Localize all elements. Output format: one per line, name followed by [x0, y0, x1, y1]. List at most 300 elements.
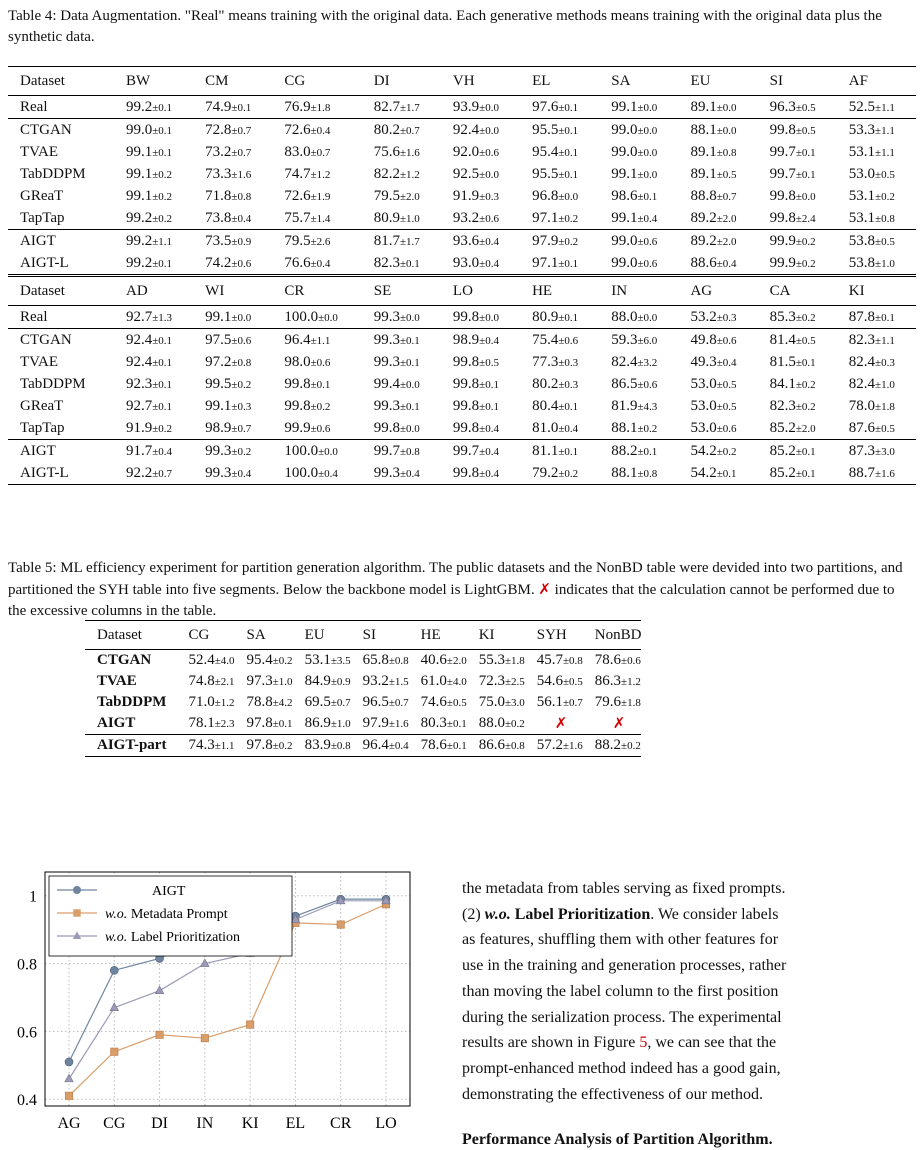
- table-cell: [362, 329, 441, 352]
- table-cell: [114, 252, 193, 276]
- table-cell: [599, 119, 678, 142]
- table-cell: [678, 141, 757, 163]
- cell-value: 99.2: [126, 254, 153, 271]
- row-label: AIGT: [97, 715, 136, 731]
- cell-std: ±0.5: [875, 168, 895, 181]
- table-cell: [441, 306, 520, 329]
- cell-value: 53.3: [848, 121, 876, 138]
- table-row: [8, 163, 916, 185]
- table-cell: [176, 735, 234, 757]
- cell-value: 85.2: [769, 464, 796, 481]
- table-cell: [758, 395, 837, 417]
- table-cell: [235, 650, 293, 672]
- cell-value: 99.8: [452, 419, 480, 436]
- table-cell: [193, 119, 272, 142]
- column-header: CG: [272, 67, 361, 96]
- table-cell: [467, 692, 525, 713]
- cell-std: ±0.1: [400, 257, 420, 270]
- cell-std: ±0.0: [637, 124, 658, 137]
- cell-std: ±0.1: [446, 740, 467, 752]
- cell-std: ±1.1: [875, 146, 895, 159]
- cell-value: 72.6: [284, 187, 311, 204]
- row-label: CTGAN: [8, 119, 114, 142]
- cell-std: ±1.1: [875, 101, 895, 114]
- cell-std: ±0.4: [479, 467, 499, 480]
- cell-value: 99.8: [373, 419, 400, 436]
- cell-std: ±0.3: [875, 356, 895, 369]
- table-cell: [837, 185, 916, 207]
- cell-value: 89.1: [690, 165, 717, 182]
- cell-value: 99.1: [611, 98, 638, 115]
- cell-std: ±0.6: [637, 257, 658, 270]
- body-line: as features, shuffling them with other features for: [462, 931, 779, 949]
- cell-std: ±1.0: [272, 676, 293, 688]
- cell-value: 89.1: [690, 143, 717, 160]
- cell-std: ±0.6: [637, 378, 658, 391]
- cell-std: ±0.0: [795, 190, 816, 203]
- cell-value: 78.1: [188, 715, 215, 731]
- cell-std: ±0.2: [272, 740, 293, 752]
- data-point: [337, 921, 344, 928]
- cell-std: ±0.4: [479, 334, 499, 347]
- table-cell: [837, 440, 916, 463]
- body-text: [462, 876, 914, 1107]
- table-cell: [520, 395, 599, 417]
- cell-value: 99.8: [452, 353, 480, 370]
- cell-value: 93.6: [452, 232, 480, 249]
- cell-value: 86.9: [304, 715, 331, 731]
- cell-value: 97.3: [246, 673, 273, 689]
- cell-value: 97.6: [532, 98, 559, 115]
- cell-std: ±0.8: [330, 740, 351, 752]
- table-cell: [678, 306, 757, 329]
- cell-std: ±0.1: [310, 378, 331, 391]
- table-cell: [520, 306, 599, 329]
- cell-std: ±3.2: [637, 356, 658, 369]
- cell-std: ±0.8: [716, 146, 737, 159]
- cell-value: 75.6: [373, 143, 400, 160]
- cell-std: ±0.0: [637, 311, 658, 324]
- table-cell: [351, 671, 409, 692]
- cell-std: ±0.2: [795, 235, 816, 248]
- cell-std: ±2.4: [795, 212, 816, 225]
- cell-std: ±0.1: [152, 378, 173, 391]
- cell-value: 84.9: [304, 673, 331, 689]
- cell-value: 79.5: [373, 187, 400, 204]
- cell-std: ±0.3: [231, 400, 252, 413]
- cell-value: 97.8: [246, 715, 273, 731]
- cell-std: ±0.4: [310, 124, 331, 137]
- table-cell: [441, 417, 520, 440]
- cell-value: 71.8: [205, 187, 232, 204]
- cell-std: ±1.4: [310, 212, 331, 225]
- table-cell: [583, 692, 642, 713]
- cell-std: ±0.0: [479, 124, 499, 137]
- table-cell: [272, 351, 361, 373]
- cell-value: 53.0: [690, 397, 717, 414]
- cell-std: ±0.1: [152, 124, 173, 137]
- table-cell: [520, 440, 599, 463]
- cell-std: ±3.0: [875, 445, 895, 458]
- cell-value: 80.2: [532, 375, 559, 392]
- y-tick-label: 0.6: [17, 1024, 37, 1042]
- cell-std: ±0.5: [479, 356, 499, 369]
- cell-std: ±1.5: [388, 676, 409, 688]
- cell-value: 99.1: [126, 165, 153, 182]
- cell-value: 49.8: [690, 331, 717, 348]
- cell-std: ±2.0: [716, 212, 737, 225]
- table-cell: [599, 329, 678, 352]
- cell-value: 92.0: [452, 143, 480, 160]
- cell-value: 95.5: [532, 121, 559, 138]
- table-header-row: [8, 276, 916, 306]
- cell-value: 82.2: [373, 165, 400, 182]
- cell-std: ±2.1: [214, 676, 235, 688]
- x-tick-label: EL: [285, 1115, 306, 1132]
- table-cell: [583, 671, 642, 692]
- cell-value: 99.0: [126, 121, 153, 138]
- cell-value: 96.4: [362, 737, 389, 753]
- table-cell: [272, 395, 361, 417]
- table-cell: [678, 163, 757, 185]
- cell-value: 52.5: [848, 98, 876, 115]
- table-cell: [114, 119, 193, 142]
- cell-value: 91.9: [452, 187, 480, 204]
- cell-std: ±0.2: [558, 235, 579, 248]
- table-cell: [193, 373, 272, 395]
- cell-std: ±0.0: [400, 378, 420, 391]
- cell-std: ±0.5: [875, 422, 895, 435]
- cell-value: 85.3: [769, 308, 796, 325]
- cell-value: 99.1: [611, 165, 638, 182]
- cell-value: 97.1: [532, 254, 559, 271]
- column-header: CR: [272, 276, 361, 306]
- cell-std: ±0.5: [716, 378, 737, 391]
- cell-value: 92.4: [452, 121, 480, 138]
- cell-std: ±0.2: [231, 378, 252, 391]
- table-cell: [193, 462, 272, 485]
- table-row: [8, 119, 916, 142]
- body-line: prompt-enhanced method indeed has a good gain,: [462, 1059, 781, 1077]
- cell-std: ±0.5: [716, 400, 737, 413]
- row-label: TapTap: [20, 209, 65, 226]
- cell-std: ±0.8: [875, 212, 895, 225]
- cell-std: ±0.4: [400, 467, 420, 480]
- cell-value: 49.3: [690, 353, 717, 370]
- cell-value: 97.9: [362, 715, 389, 731]
- cell-value: 53.1: [848, 143, 876, 160]
- table-cell: [176, 692, 234, 713]
- cell-value: 53.1: [304, 652, 331, 668]
- cell-value: 54.2: [690, 442, 717, 459]
- row-label: TVAE: [20, 143, 59, 160]
- cell-value: 74.7: [284, 165, 311, 182]
- data-point: [65, 1058, 73, 1066]
- cell-std: ±0.1: [152, 400, 173, 413]
- table-cell: [362, 417, 441, 440]
- table-cell: [441, 207, 520, 230]
- cell-std: ±0.1: [152, 146, 173, 159]
- table-cell: [678, 440, 757, 463]
- cell-std: ±0.8: [231, 190, 252, 203]
- table-cell: [599, 306, 678, 329]
- cell-std: ±1.8: [875, 400, 895, 413]
- x-tick-label: CR: [330, 1115, 352, 1132]
- cell-std: ±0.1: [479, 400, 499, 413]
- cell-std: ±1.7: [400, 101, 420, 114]
- table-cell: [272, 207, 361, 230]
- table-cell: [114, 440, 193, 463]
- cell-std: ±1.2: [310, 168, 331, 181]
- table-cell: [599, 96, 678, 119]
- cell-std: ±1.2: [400, 168, 420, 181]
- cell-std: ±0.0: [400, 422, 420, 435]
- cell-std: ±6.0: [637, 334, 658, 347]
- cell-value: 82.4: [848, 353, 876, 370]
- table-cell: [193, 96, 272, 119]
- cell-value: 73.8: [205, 209, 232, 226]
- table-cell: [520, 329, 599, 352]
- table-row: [85, 692, 641, 713]
- table-cell: [272, 440, 361, 463]
- table-cell: [272, 373, 361, 395]
- cell-value: 79.5: [284, 232, 311, 249]
- legend-marker: [73, 886, 81, 894]
- table-row: [8, 373, 916, 395]
- cell-value: 85.2: [769, 442, 796, 459]
- cell-value: 99.8: [769, 121, 796, 138]
- cell-value: 99.0: [611, 254, 638, 271]
- body-line: demonstrating the effectiveness of our method.: [462, 1085, 763, 1103]
- cell-value: 99.3: [205, 442, 232, 459]
- table-cell: [837, 141, 916, 163]
- body-line: use in the training and generation processes, rather: [462, 957, 787, 975]
- cell-value: 99.1: [205, 308, 232, 325]
- table-cell: [293, 692, 351, 713]
- table-row: [85, 735, 641, 757]
- cell-value: 76.9: [284, 98, 311, 115]
- cell-std: ±1.2: [621, 676, 641, 688]
- data-point: [110, 966, 118, 974]
- cell-std: ±1.8: [310, 101, 331, 114]
- column-header: AG: [678, 276, 757, 306]
- legend-marker: [73, 909, 80, 916]
- table-cell: [351, 650, 409, 672]
- table-cell: [362, 395, 441, 417]
- table4-caption: Table 4: Data Augmentation. "Real" means training with the original data. Each generative methods means training with the original data plus the synthetic data.: [8, 8, 882, 45]
- cell-std: ±1.6: [388, 718, 409, 730]
- cell-std: ±2.0: [716, 235, 737, 248]
- table-cell: [525, 713, 583, 735]
- table-cell: [837, 395, 916, 417]
- cell-std: ±0.7: [330, 697, 351, 709]
- cell-value: 54.6: [536, 673, 563, 689]
- cell-std: ±0.2: [231, 445, 252, 458]
- figure-ref-link[interactable]: 5: [639, 1034, 648, 1052]
- cell-value: 88.8: [690, 187, 717, 204]
- table-cell: [362, 96, 441, 119]
- cell-std: ±0.4: [716, 356, 737, 369]
- data-point: [246, 1021, 253, 1028]
- data-point: [156, 1031, 163, 1038]
- table-cell: [583, 735, 642, 757]
- table-cell: [678, 373, 757, 395]
- cell-value: 73.5: [205, 232, 232, 249]
- cell-value: 81.1: [532, 442, 559, 459]
- cell-value: 88.2: [594, 737, 622, 753]
- table-cell: [837, 306, 916, 329]
- cell-value: 80.9: [373, 209, 400, 226]
- column-header: AD: [114, 276, 193, 306]
- cell-value: 71.0: [188, 694, 215, 710]
- table-cell: [441, 395, 520, 417]
- table-cell: [599, 163, 678, 185]
- cell-value: 99.7: [373, 442, 400, 459]
- y-tick-label: 0.8: [17, 956, 37, 974]
- table-cell: [409, 692, 467, 713]
- row-label: CTGAN: [8, 329, 114, 352]
- table-cell: [520, 163, 599, 185]
- cell-value: 52.4: [188, 652, 215, 668]
- table-cell: [837, 329, 916, 352]
- cell-std: ±0.4: [479, 257, 499, 270]
- table-cell: [441, 163, 520, 185]
- row-label: Real: [8, 96, 114, 119]
- table5-caption-text: Table 5: ML efficiency experiment for partition generation algorithm. The public datasets and the NonBD table were devided into two partitions, and partitioned the SYH table into five segments. Below the backbone model is LightGBM.: [8, 560, 903, 598]
- table-cell: [293, 713, 351, 735]
- table-cell: [235, 692, 293, 713]
- table-cell: [114, 417, 193, 440]
- cell-std: ±0.2: [152, 422, 173, 435]
- cell-value: 99.0: [611, 143, 638, 160]
- cell-value: 84.1: [769, 375, 796, 392]
- table-cell: [193, 141, 272, 163]
- table-cell: [583, 650, 642, 672]
- cell-value: 93.2: [452, 209, 480, 226]
- cell-value: 81.5: [769, 353, 796, 370]
- body-line: the metadata from tables serving as fixed prompts.: [462, 880, 786, 897]
- cell-value: 53.1: [848, 209, 876, 226]
- table-cell: [441, 351, 520, 373]
- body-line: during the serialization process. The experimental: [462, 1008, 782, 1026]
- cell-value: 99.4: [373, 375, 400, 392]
- cell-value: 82.4: [611, 353, 638, 370]
- cell-value: 96.8: [532, 187, 559, 204]
- table5-caption-rest: indicates that the calculation cannot be performed due to the excessive columns in the table.: [8, 582, 895, 619]
- cell-value: 72.8: [205, 121, 232, 138]
- cell-std: ±0.1: [558, 445, 579, 458]
- cell-std: ±0.1: [479, 378, 499, 391]
- cell-std: ±0.8: [637, 467, 658, 480]
- cell-std: ±0.6: [310, 356, 331, 369]
- cell-std: ±0.2: [558, 212, 579, 225]
- table-cell: [362, 119, 441, 142]
- cell-value: 99.1: [126, 143, 153, 160]
- table-cell: [114, 351, 193, 373]
- cell-value: 82.4: [848, 375, 876, 392]
- table-row: [8, 207, 916, 230]
- cell-std: ±0.8: [504, 740, 525, 752]
- table-cell: [193, 230, 272, 253]
- cell-value: 87.6: [848, 419, 876, 436]
- table-cell: [525, 692, 583, 713]
- column-header: SA: [599, 67, 678, 96]
- cell-std: ±1.1: [310, 334, 331, 347]
- table-cell: [678, 329, 757, 352]
- column-header: SA: [235, 621, 293, 650]
- cell-std: ±0.6: [621, 655, 641, 667]
- legend-entry: w.o. Label Prioritization: [105, 930, 241, 945]
- table-cell: [520, 96, 599, 119]
- column-header: WI: [193, 276, 272, 306]
- table-cell: [599, 417, 678, 440]
- table-cell: [758, 373, 837, 395]
- table-cell: [758, 141, 837, 163]
- table-row: [8, 417, 916, 440]
- table-cell: [409, 735, 467, 757]
- cell-value: 80.9: [532, 308, 559, 325]
- cell-std: ±0.2: [152, 168, 173, 181]
- cell-std: ±1.1: [875, 124, 895, 137]
- table-cell: [599, 185, 678, 207]
- table-row: [8, 230, 916, 253]
- cell-std: ±0.1: [875, 311, 895, 324]
- x-tick-label: KI: [241, 1115, 259, 1132]
- cell-value: 98.9: [205, 419, 232, 436]
- table-row: [8, 306, 916, 329]
- column-header: VH: [441, 67, 520, 96]
- cell-value: 95.4: [246, 652, 273, 668]
- cell-value: 99.7: [769, 143, 796, 160]
- row-label: AIGT: [8, 230, 114, 253]
- cell-std: ±0.4: [231, 467, 252, 480]
- table-cell: [362, 440, 441, 463]
- table-row: [85, 713, 641, 735]
- table-header-row: [8, 67, 916, 96]
- cell-std: ±0.6: [716, 334, 737, 347]
- cell-value: 57.2: [536, 737, 563, 753]
- table-cell: [837, 373, 916, 395]
- cell-value: 74.6: [420, 694, 447, 710]
- cell-std: ±0.3: [479, 190, 499, 203]
- cell-value: 75.7: [284, 209, 311, 226]
- table-cell: [599, 207, 678, 230]
- column-header: EU: [678, 67, 757, 96]
- cell-value: 97.5: [205, 331, 232, 348]
- cell-std: ±0.4: [479, 445, 499, 458]
- table-cell: [467, 671, 525, 692]
- table-cell: [837, 417, 916, 440]
- table-row: [85, 650, 641, 672]
- cell-std: ±0.7: [231, 124, 252, 137]
- table-cell: [525, 671, 583, 692]
- cell-value: 99.3: [205, 464, 232, 481]
- cell-std: ±0.8: [231, 356, 252, 369]
- table5: [85, 620, 641, 757]
- table-cell: [599, 230, 678, 253]
- cell-std: ±0.2: [310, 400, 331, 413]
- table-cell: [362, 230, 441, 253]
- table-cell: [678, 462, 757, 485]
- table-row: [8, 185, 916, 207]
- cell-std: ±0.0: [637, 146, 658, 159]
- cell-value: 99.7: [452, 442, 480, 459]
- cell-std: ±2.0: [446, 655, 467, 667]
- column-header: BW: [114, 67, 193, 96]
- table-cell: [758, 119, 837, 142]
- cell-std: ±4.0: [214, 655, 235, 667]
- cell-std: ±0.4: [318, 467, 338, 480]
